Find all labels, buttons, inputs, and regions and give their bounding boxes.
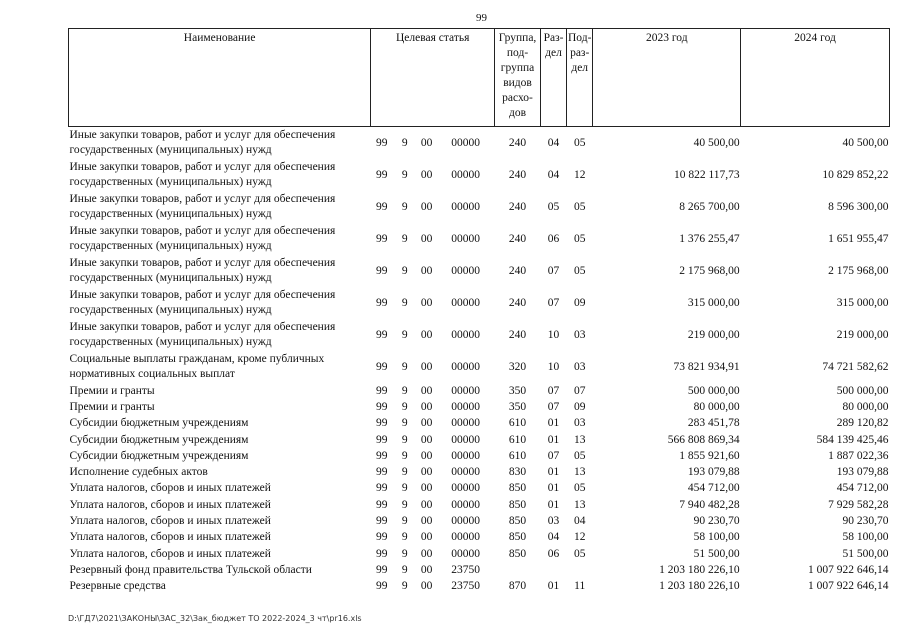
table-row xyxy=(69,127,890,160)
cell-name: Уплата налогов, сборов и иных платежей xyxy=(69,547,271,560)
cell-group: 850 xyxy=(508,482,527,495)
cell-amount-2024: 219 000,00 xyxy=(836,328,889,341)
cell-target-code: 00000 xyxy=(451,531,480,544)
cell-amount-2023: 51 500,00 xyxy=(693,547,740,560)
table-row xyxy=(69,319,890,351)
table-row xyxy=(69,191,890,223)
cell-subsection: 12 xyxy=(573,531,586,544)
cell-section xyxy=(541,562,567,578)
cell-target-code: 00000 xyxy=(451,328,480,341)
cell-amount-2023: 315 000,00 xyxy=(687,296,740,309)
cell-amount-2024: 2 175 968,00 xyxy=(828,264,889,277)
cell-amount-2024: 315 000,00 xyxy=(836,296,889,309)
cell-name: Уплата налогов, сборов и иных платежей xyxy=(69,482,271,495)
table-row xyxy=(69,481,890,497)
page-number: 99 xyxy=(476,12,487,24)
cell-name: Резервные средства xyxy=(69,580,166,593)
cell-group: 610 xyxy=(508,417,527,430)
cell-target-subprogram: 9 xyxy=(401,168,408,181)
cell-amount-2023: 40 500,00 xyxy=(693,136,740,149)
cell-target-direction: 00 xyxy=(420,466,433,479)
table-row xyxy=(69,159,890,191)
cell-target-direction: 00 xyxy=(420,264,433,277)
cell-section: 07 xyxy=(547,449,560,462)
cell-amount-2023: 58 100,00 xyxy=(693,531,740,544)
cell-section: 10 xyxy=(547,360,560,373)
cell-section: 03 xyxy=(547,515,560,528)
cell-target-subprogram: 9 xyxy=(401,531,408,544)
cell-target-direction: 00 xyxy=(420,531,433,544)
cell-amount-2024: 10 829 852,22 xyxy=(822,168,889,181)
cell-group: 240 xyxy=(508,328,527,341)
cell-group: 850 xyxy=(508,498,527,511)
cell-subsection: 05 xyxy=(573,482,586,495)
cell-target-program: 99 xyxy=(376,168,388,181)
cell-amount-2023: 7 940 482,28 xyxy=(679,498,740,511)
table-row xyxy=(69,513,890,529)
cell-target-direction: 00 xyxy=(420,433,433,446)
cell-target-program: 99 xyxy=(376,400,388,413)
cell-target-code: 00000 xyxy=(451,296,480,309)
cell-amount-2024: 40 500,00 xyxy=(842,136,889,149)
cell-amount-2023: 1 376 255,47 xyxy=(679,232,740,245)
cell-target-subprogram: 9 xyxy=(401,264,408,277)
cell-target-subprogram: 9 xyxy=(401,360,408,373)
cell-section: 01 xyxy=(547,417,560,430)
cell-name: Резервный фонд правительства Тульской области xyxy=(69,563,312,576)
cell-group: 240 xyxy=(508,168,527,181)
table-body xyxy=(69,127,890,595)
cell-amount-2024: 8 596 300,00 xyxy=(828,200,889,213)
table-row xyxy=(69,416,890,432)
table-row xyxy=(69,383,890,399)
cell-target-direction: 00 xyxy=(420,136,433,149)
cell-target-subprogram: 9 xyxy=(401,449,408,462)
cell-target-code: 00000 xyxy=(451,384,480,397)
cell-group: 240 xyxy=(508,232,527,245)
cell-amount-2024: 58 100,00 xyxy=(842,531,889,544)
table-row xyxy=(69,546,890,562)
cell-section: 07 xyxy=(547,264,560,277)
cell-subsection: 03 xyxy=(573,328,586,341)
cell-target-code: 00000 xyxy=(451,136,480,149)
cell-group: 240 xyxy=(508,200,527,213)
cell-subsection: 05 xyxy=(573,136,586,149)
cell-target-program: 99 xyxy=(376,531,388,544)
cell-target-program: 99 xyxy=(376,417,388,430)
table-row xyxy=(69,448,890,464)
cell-target-program: 99 xyxy=(376,466,388,479)
cell-subsection: 03 xyxy=(573,417,586,430)
cell-group: 610 xyxy=(508,433,527,446)
cell-subsection: 11 xyxy=(574,580,586,593)
cell-amount-2024: 454 712,00 xyxy=(836,482,889,495)
cell-target-subprogram: 9 xyxy=(401,433,408,446)
cell-amount-2024: 51 500,00 xyxy=(842,547,889,560)
cell-section: 04 xyxy=(547,531,560,544)
cell-name: Иные закупки товаров, работ и услуг для обеспечения государственных (муниципальных) нужд xyxy=(69,193,336,220)
cell-target-code: 00000 xyxy=(451,200,480,213)
cell-target-direction: 00 xyxy=(420,360,433,373)
cell-group: 240 xyxy=(508,296,527,309)
cell-section: 06 xyxy=(547,232,560,245)
cell-target-program: 99 xyxy=(376,580,388,593)
cell-section: 01 xyxy=(547,433,560,446)
cell-target-direction: 00 xyxy=(420,563,433,576)
cell-group: 850 xyxy=(508,547,527,560)
cell-amount-2023: 2 175 968,00 xyxy=(679,264,740,277)
cell-group: 610 xyxy=(508,449,527,462)
cell-target-code: 00000 xyxy=(451,547,480,560)
cell-amount-2023: 10 822 117,73 xyxy=(673,168,740,181)
cell-target-code: 00000 xyxy=(451,498,480,511)
cell-subsection: 12 xyxy=(573,168,586,181)
cell-target-direction: 00 xyxy=(420,168,433,181)
cell-amount-2023: 566 808 869,34 xyxy=(667,433,740,446)
cell-amount-2023: 454 712,00 xyxy=(687,482,740,495)
cell-amount-2024: 289 120,82 xyxy=(836,417,889,430)
cell-subsection: 09 xyxy=(573,296,586,309)
cell-target-program: 99 xyxy=(376,433,388,446)
cell-target-subprogram: 9 xyxy=(401,384,408,397)
table-row xyxy=(69,223,890,255)
header-group: Группа, под- группа видов расхо- дов xyxy=(495,29,541,127)
cell-target-program: 99 xyxy=(376,449,388,462)
cell-target-code: 23750 xyxy=(451,563,480,576)
cell-subsection: 05 xyxy=(573,200,586,213)
cell-target-direction: 00 xyxy=(420,232,433,245)
cell-section: 01 xyxy=(547,580,560,593)
cell-amount-2023: 500 000,00 xyxy=(687,384,740,397)
cell-target-direction: 00 xyxy=(420,515,433,528)
cell-amount-2023: 8 265 700,00 xyxy=(679,200,740,213)
cell-target-subprogram: 9 xyxy=(401,400,408,413)
cell-name: Иные закупки товаров, работ и услуг для обеспечения государственных (муниципальных) нужд xyxy=(69,129,336,156)
cell-group: 320 xyxy=(508,360,527,373)
cell-group: 830 xyxy=(508,466,527,479)
header-name: Наименование xyxy=(69,29,371,127)
table-row xyxy=(69,287,890,319)
cell-name: Субсидии бюджетным учреждениям xyxy=(69,417,249,430)
header-section: Раз- дел xyxy=(541,29,567,127)
cell-target-subprogram: 9 xyxy=(401,466,408,479)
cell-group: 240 xyxy=(508,136,527,149)
table-row xyxy=(69,432,890,448)
cell-subsection: 03 xyxy=(573,360,586,373)
cell-subsection: 13 xyxy=(573,433,586,446)
cell-target-subprogram: 9 xyxy=(401,328,408,341)
cell-amount-2023: 1 203 180 226,10 xyxy=(659,563,740,576)
table-row xyxy=(69,579,890,595)
header-2024: 2024 год xyxy=(741,29,890,127)
cell-subsection: 05 xyxy=(573,232,586,245)
cell-amount-2024: 7 929 582,28 xyxy=(828,498,889,511)
cell-target-subprogram: 9 xyxy=(401,547,408,560)
cell-target-code: 23750 xyxy=(451,580,480,593)
cell-target-code: 00000 xyxy=(451,466,480,479)
header-target: Целевая статья xyxy=(371,29,495,127)
cell-amount-2024: 1 007 922 646,14 xyxy=(808,580,889,593)
cell-name: Иные закупки товаров, работ и услуг для обеспечения государственных (муниципальных) нужд xyxy=(69,257,336,284)
cell-target-direction: 00 xyxy=(420,200,433,213)
cell-section: 01 xyxy=(547,466,560,479)
cell-target-subprogram: 9 xyxy=(401,580,408,593)
cell-name: Уплата налогов, сборов и иных платежей xyxy=(69,531,271,544)
cell-target-program: 99 xyxy=(376,328,388,341)
cell-target-code: 00000 xyxy=(451,168,480,181)
cell-target-direction: 00 xyxy=(420,384,433,397)
cell-target-subprogram: 9 xyxy=(401,296,408,309)
cell-target-direction: 00 xyxy=(420,328,433,341)
table-row xyxy=(69,255,890,287)
cell-target-code: 00000 xyxy=(451,482,480,495)
cell-subsection: 13 xyxy=(573,466,586,479)
cell-target-subprogram: 9 xyxy=(401,482,408,495)
cell-amount-2023: 80 000,00 xyxy=(693,400,740,413)
cell-target-direction: 00 xyxy=(420,449,433,462)
cell-section: 07 xyxy=(547,384,560,397)
cell-subsection: 05 xyxy=(573,264,586,277)
cell-section: 04 xyxy=(547,136,560,149)
cell-section: 01 xyxy=(547,498,560,511)
cell-target-subprogram: 9 xyxy=(401,498,408,511)
cell-target-program: 99 xyxy=(376,296,388,309)
cell-target-direction: 00 xyxy=(420,580,433,593)
cell-amount-2024: 500 000,00 xyxy=(836,384,889,397)
cell-target-program: 99 xyxy=(376,200,388,213)
cell-group: 850 xyxy=(508,515,527,528)
cell-target-code: 00000 xyxy=(451,449,480,462)
cell-group: 850 xyxy=(508,531,527,544)
cell-amount-2024: 90 230,70 xyxy=(842,515,889,528)
cell-amount-2023: 193 079,88 xyxy=(687,466,740,479)
cell-target-code: 00000 xyxy=(451,400,480,413)
cell-group: 350 xyxy=(508,400,527,413)
cell-amount-2024: 74 721 582,62 xyxy=(822,360,889,373)
cell-target-subprogram: 9 xyxy=(401,417,408,430)
cell-target-program: 99 xyxy=(376,482,388,495)
cell-amount-2024: 193 079,88 xyxy=(836,466,889,479)
cell-target-program: 99 xyxy=(376,360,388,373)
cell-name: Иные закупки товаров, работ и услуг для обеспечения государственных (муниципальных) нужд xyxy=(69,321,336,348)
cell-name: Уплата налогов, сборов и иных платежей xyxy=(69,498,271,511)
cell-target-direction: 00 xyxy=(420,498,433,511)
cell-name: Премии и гранты xyxy=(69,400,155,413)
cell-section: 07 xyxy=(547,296,560,309)
cell-target-subprogram: 9 xyxy=(401,563,408,576)
cell-amount-2023: 283 451,78 xyxy=(687,417,740,430)
cell-section: 01 xyxy=(547,482,560,495)
cell-target-program: 99 xyxy=(376,515,388,528)
cell-target-subprogram: 9 xyxy=(401,515,408,528)
cell-target-code: 00000 xyxy=(451,417,480,430)
cell-name: Уплата налогов, сборов и иных платежей xyxy=(69,515,271,528)
cell-target-code: 00000 xyxy=(451,433,480,446)
table-row xyxy=(69,464,890,480)
budget-table xyxy=(68,28,890,595)
cell-target-direction: 00 xyxy=(420,482,433,495)
cell-amount-2023: 219 000,00 xyxy=(687,328,740,341)
cell-section: 04 xyxy=(547,168,560,181)
footer-file-path: D:\ГД7\2021\ЗАКОНЫ\ЗАС_32\Зак_бюджет ТО 2022-2024_3 чт\pr16.xls xyxy=(68,614,362,623)
cell-subsection xyxy=(567,562,593,578)
cell-section: 07 xyxy=(547,400,560,413)
cell-target-direction: 00 xyxy=(420,400,433,413)
cell-amount-2024: 1 887 022,36 xyxy=(828,449,889,462)
cell-target-direction: 00 xyxy=(420,547,433,560)
cell-target-direction: 00 xyxy=(420,296,433,309)
cell-name: Субсидии бюджетным учреждениям xyxy=(69,449,249,462)
table-row xyxy=(69,530,890,546)
cell-target-subprogram: 9 xyxy=(401,200,408,213)
cell-subsection: 04 xyxy=(573,515,586,528)
cell-name: Иные закупки товаров, работ и услуг для обеспечения государственных (муниципальных) нужд xyxy=(69,225,336,252)
table-row xyxy=(69,497,890,513)
cell-target-program: 99 xyxy=(376,264,388,277)
cell-amount-2024: 1 007 922 646,14 xyxy=(808,563,889,576)
cell-group: 240 xyxy=(508,264,527,277)
cell-amount-2023: 90 230,70 xyxy=(693,515,740,528)
cell-section: 10 xyxy=(547,328,560,341)
cell-subsection: 09 xyxy=(573,400,586,413)
header-subsection: Под- раз- дел xyxy=(567,29,593,127)
cell-name: Иные закупки товаров, работ и услуг для обеспечения государственных (муниципальных) нужд xyxy=(69,161,336,188)
cell-group: 350 xyxy=(508,384,527,397)
cell-subsection: 07 xyxy=(573,384,586,397)
table-row xyxy=(69,399,890,415)
cell-target-program: 99 xyxy=(376,232,388,245)
cell-amount-2024: 1 651 955,47 xyxy=(828,232,889,245)
cell-name: Иные закупки товаров, работ и услуг для обеспечения государственных (муниципальных) нужд xyxy=(69,289,336,316)
cell-target-code: 00000 xyxy=(451,264,480,277)
cell-subsection: 05 xyxy=(573,449,586,462)
cell-name: Субсидии бюджетным учреждениям xyxy=(69,433,249,446)
cell-target-direction: 00 xyxy=(420,417,433,430)
cell-amount-2023: 73 821 934,91 xyxy=(673,360,740,373)
cell-amount-2024: 80 000,00 xyxy=(842,400,889,413)
cell-section: 05 xyxy=(547,200,560,213)
table-header-row xyxy=(69,29,890,127)
cell-target-subprogram: 9 xyxy=(401,136,408,149)
header-2023: 2023 год xyxy=(593,29,741,127)
cell-target-program: 99 xyxy=(376,498,388,511)
cell-subsection: 13 xyxy=(573,498,586,511)
cell-amount-2023: 1 203 180 226,10 xyxy=(659,580,740,593)
cell-target-program: 99 xyxy=(376,547,388,560)
cell-subsection: 05 xyxy=(573,547,586,560)
cell-amount-2023: 1 855 921,60 xyxy=(679,449,740,462)
table-row xyxy=(69,351,890,383)
cell-group xyxy=(495,562,541,578)
cell-target-subprogram: 9 xyxy=(401,232,408,245)
cell-amount-2024: 584 139 425,46 xyxy=(816,433,889,446)
cell-target-program: 99 xyxy=(376,384,388,397)
cell-group: 870 xyxy=(508,580,527,593)
cell-name: Премии и гранты xyxy=(69,384,155,397)
cell-target-code: 00000 xyxy=(451,232,480,245)
cell-name: Социальные выплаты гражданам, кроме публичных нормативных социальных выплат xyxy=(69,353,325,380)
cell-target-program: 99 xyxy=(376,563,388,576)
cell-name: Исполнение судебных актов xyxy=(69,466,208,479)
cell-target-code: 00000 xyxy=(451,515,480,528)
cell-target-code: 00000 xyxy=(451,360,480,373)
cell-target-program: 99 xyxy=(376,136,388,149)
cell-section: 06 xyxy=(547,547,560,560)
table-row xyxy=(69,562,890,578)
